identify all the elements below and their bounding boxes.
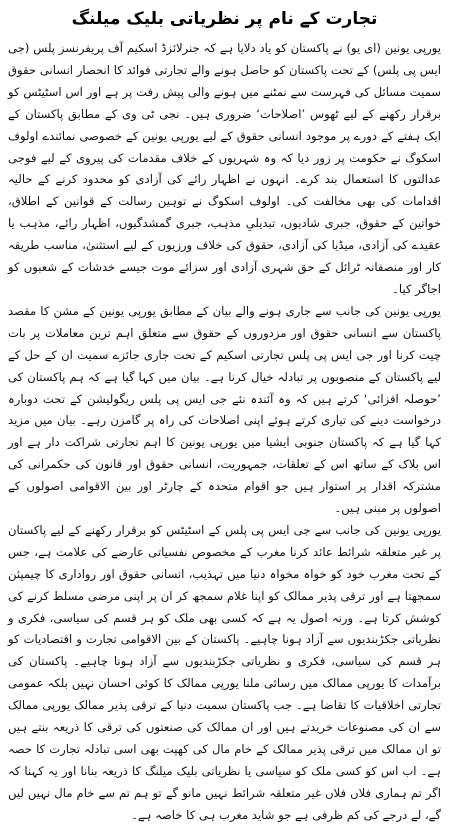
article-paragraph: یورپی یونین کی جانب سے جاری ہونے والے بیان کے مطابق یورپی یونین کے مشن کا مقصد پاکستان سے انسانی حقوق اور مزدوروں کے حقوق سے متعلق اہم ترین معاملات پر بات چیت کرنا اور جی ایس پی پلس تجارتی اسکیم کے تحت جاری جائزے سمیت ان کے حل کے لیے پاکستان کے منصوبوں پر تبادلہ خیال کرنا ہے۔ بیان میں کہا گیا ہے کہ ہم پاکستان کی ’حوصلہ افزائی‘ کرتے ہیں کہ وہ آئندہ نئے جی ایس پی پلس ریگولیشن کے تحت دوبارہ درخواست دینے کی تیاری کرتے ہوئے اپنی اصلاحات کی راہ پر گامزن رہے۔ بیان میں مزید کہا گیا ہے کہ پاکستان جنوبی ایشیا میں یورپی یونین کا اہم تجارتی شراکت دار ہے اور اس بلاک کے ساتھ اس کے تعلقات، جمہوریت، انسانی حقوق اور قانون کی حکمرانی کی مشترکہ اقدار پر استوار ہیں جو اقوام متحدہ کے چارٹر اور بین الاقوامی اصولوں کے اصولوں پر مبنی ہیں۔ <box>8 303 441 516</box>
article-paragraph: یورپی یونین کی جانب سے جی ایس پی پلس کے اسٹیٹس کو برقرار رکھنے کے لیے پاکستان پر غیر متعلقہ شرائط عائد کرنا مغرب کے مخصوص نفسیاتی عارضے کی علامت ہے، جس کے تحت مغرب خود کو خواہ مخواہ دنیا میں تہذیب، انسانی حقوق اور رواداری کا چیمپئن سمجھتا ہے اور ترقی پذیر ممالک کو اپنا غلام سمجھ کر ان پر اپنی مرضی مسلط کرنے کی کوشش کرتا ہے۔ ورنہ اصول یہ ہے کہ کسی بھی ملک کو ہر قسم کی سیاسی، فکری و نظریاتی جکڑبندیوں سے آزاد ہونا چاہیے۔ پاکستان کے بین الاقوامی تجارت و اقتصادیات کو ہر قسم کی سیاسی، فکری و نظریاتی جکڑبندیوں سے آزاد ہونا چاہیے۔ پاکستان کی برآمدات کا یورپی ممالک میں رسائی ملنا یورپی ممالک کا کوئی احسان نہیں بلکہ عمومی تجارتی اخلاقیات کا تقاضا ہے۔ جب پاکستان سمیت دنیا کے ترقی پذیر ممالک یورپی ممالک سے ان کی مصنوعات خریدتے ہیں اور ان ممالک کی صنعتوں کی ترقی کا ذریعہ بنتے ہیں تو ان ممالک میں ترقی پذیر ممالک کے خام مال کی کھپت بھی اسی تبادلہ تجارت کا حصہ ہے۔ اب اس کو کسی ملک کو سیاسی یا نظریاتی بلیک میلنگ کا ذریعہ بنانا اور یہ کہنا کہ اگر تم ہماری فلاں فلاں غیر متعلقہ شرائط نہیں مانو گے تو ہم تم سے خام مال نہیں لیں گے، لے درجے کی کم ظرفی ہے جو شاید مغرب ہی کا خاصہ ہے۔ <box>8 522 441 822</box>
article-headline: تجارت کے نام پر نظریاتی بلیک میلنگ <box>71 9 378 29</box>
article <box>8 4 441 822</box>
article-body <box>8 38 441 827</box>
article-paragraph: یورپی یونین (ای یو) نے پاکستان کو یاد دلایا ہے کہ جنرلائزڈ اسکیم آف پریفرنسز پلس (جی ایس پی پلس) کے تحت پاکستان کو حاصل ہونے والے تجارتی فوائد کا انحصار انسانی حقوق سمیت مسائل کی فہرست سے نمٹنے میں ہونے والی پیش رفت پر ہے اور اس اسٹیٹس کو برقرار رکھنے کے لیے ٹھوس ’اصلاحات‘ ضروری ہیں۔ نجی ٹی وی کے مطابق پاکستان کے ایک ہفتے کے دورے پر موجود انسانی حقوق کے لیے یورپی یونین کے خصوصی نمائندے اولوف اسکوگ نے حکومت پر زور دیا کہ وہ شہریوں کے خلاف مقدمات کی پیروی کے لیے فوجی عدالتوں کا استعمال بند کرے۔ انہوں نے اظہار رائے کی آزادی کو محدود کرنے کے حالیہ اقدامات کی بھی مخالفت کی۔ اولوف اسکوگ نے توہین رسالت کے قوانین کے اطلاق، خواتین کے حقوق، جبری شادیوں، تبدیلیِ مذہب، جبری گمشدگیوں، اظہار رائے، مذہب یا عقیدے کی آزادی، میڈیا کی آزادی، حقوق کی خلاف ورزیوں کے لیے استثنیٰ، مناسب طریقہ کار اور منصفانہ ٹرائل کے حق شہری آزادی اور سزائے موت جیسے خدشات کے شعبوں کو اجاگر کیا۔ <box>8 41 441 296</box>
